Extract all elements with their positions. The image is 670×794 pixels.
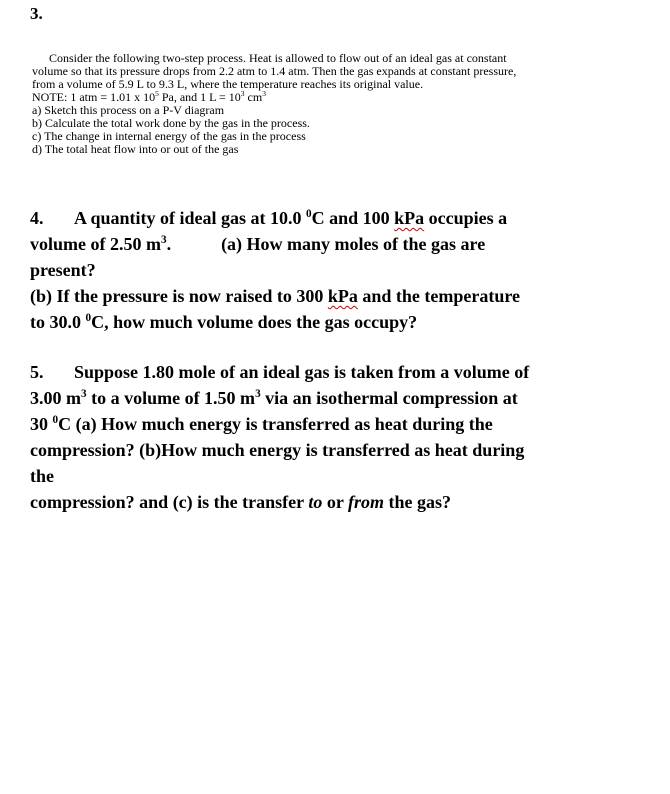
q5-line-3: [30, 411, 630, 437]
q5-line-3-b: C (a) How much energy is transferred as heat during the: [58, 414, 493, 434]
q4-degree-2: 0: [85, 312, 92, 324]
q5-exponent-1: 3: [81, 388, 87, 400]
q3-note-exponent-2: 3: [240, 89, 245, 98]
q4-line-1-a: A quantity of ideal gas at 10.0: [74, 208, 307, 228]
q3-line-2: volume so that its pressure drops from 2.2 atm to 1.4 atm. Then the gas expands at constant pressure,: [32, 64, 517, 78]
q4-degree-1: 0: [306, 208, 312, 220]
q4-line-2-b: .: [166, 234, 172, 254]
q3-note-exponent-3: 3: [262, 89, 266, 98]
q3-note-mid: Pa, and 1 L = 10: [158, 90, 241, 104]
q5-line-1-text: Suppose 1.80 mole of an ideal gas is taken from a volume of: [74, 362, 530, 382]
q4-line-2-c: (a) How many moles of the gas are: [221, 234, 486, 254]
q5-line-6: [30, 489, 630, 515]
q5-degree: 0: [52, 414, 59, 426]
q4-line-1: [30, 205, 630, 231]
q4-line-1-c: occupies a: [424, 208, 508, 228]
q5-line-6-a: compression? and (c) is the transfer: [30, 492, 309, 512]
q5-line-6-b: the gas?: [384, 492, 452, 512]
question-5: [30, 359, 630, 515]
q4-line-5: [30, 309, 630, 335]
question-3-text: [32, 52, 612, 156]
q5-exponent-2: 3: [255, 388, 261, 400]
q4-exponent: 3: [160, 234, 167, 246]
q5-italic-from: from: [348, 492, 385, 512]
q3-line-3: from a volume of 5.9 L to 9.3 L, where the temperature reaches its original value.: [32, 77, 424, 91]
q5-line-4: compression? (b)How much energy is transferred as heat during: [30, 440, 525, 460]
question-4-number: 4.: [30, 208, 44, 228]
q4-kpa-spellcheck-1: kPa: [394, 208, 425, 228]
q4-line-2-a: volume of 2.50 m: [30, 234, 161, 254]
q4-line-5-b: C, how much volume does the gas occupy?: [91, 312, 418, 332]
q3-note-exponent-1: 5: [155, 89, 159, 98]
q4-line-4-b: and the temperature: [357, 286, 520, 306]
q5-italic-to: to: [308, 492, 323, 512]
q5-line-2-c: via an isothermal compression at: [260, 388, 518, 408]
q5-line-6-or: or: [322, 492, 349, 512]
q5-line-2: [30, 385, 630, 411]
q3-item-b: b) Calculate the total work done by the gas in the process.: [32, 116, 310, 130]
question-5-number: 5.: [30, 362, 44, 382]
q4-line-4-a: (b) If the pressure is now raised to 300: [30, 286, 328, 306]
q5-line-2-a: 3.00 m: [30, 388, 81, 408]
q5-line-5: the: [30, 466, 54, 486]
q4-kpa-spellcheck-2: kPa: [327, 286, 358, 306]
q3-line-1: Consider the following two-step process. Heat is allowed to flow out of an ideal gas at constant: [49, 51, 507, 65]
q5-line-3-a: 30: [30, 414, 53, 434]
q4-line-2: [30, 231, 630, 257]
q5-line-1: [30, 359, 630, 385]
q3-item-a: a) Sketch this process on a P-V diagram: [32, 103, 225, 117]
q4-line-5-a: to 30.0: [30, 312, 86, 332]
q4-line-3: present?: [30, 260, 96, 280]
q4-line-1-b: C and 100: [311, 208, 395, 228]
q3-note-prefix: NOTE: 1 atm = 1.01 x 10: [32, 90, 156, 104]
question-3-number: 3.: [30, 4, 43, 23]
q5-line-2-b: to a volume of 1.50 m: [86, 388, 256, 408]
question-4: [30, 205, 630, 335]
q3-item-c: c) The change in internal energy of the gas in the process: [32, 129, 306, 143]
q4-line-4: [30, 283, 630, 309]
q3-note-unit: cm: [244, 90, 263, 104]
q3-item-d: d) The total heat flow into or out of the gas: [32, 142, 239, 156]
